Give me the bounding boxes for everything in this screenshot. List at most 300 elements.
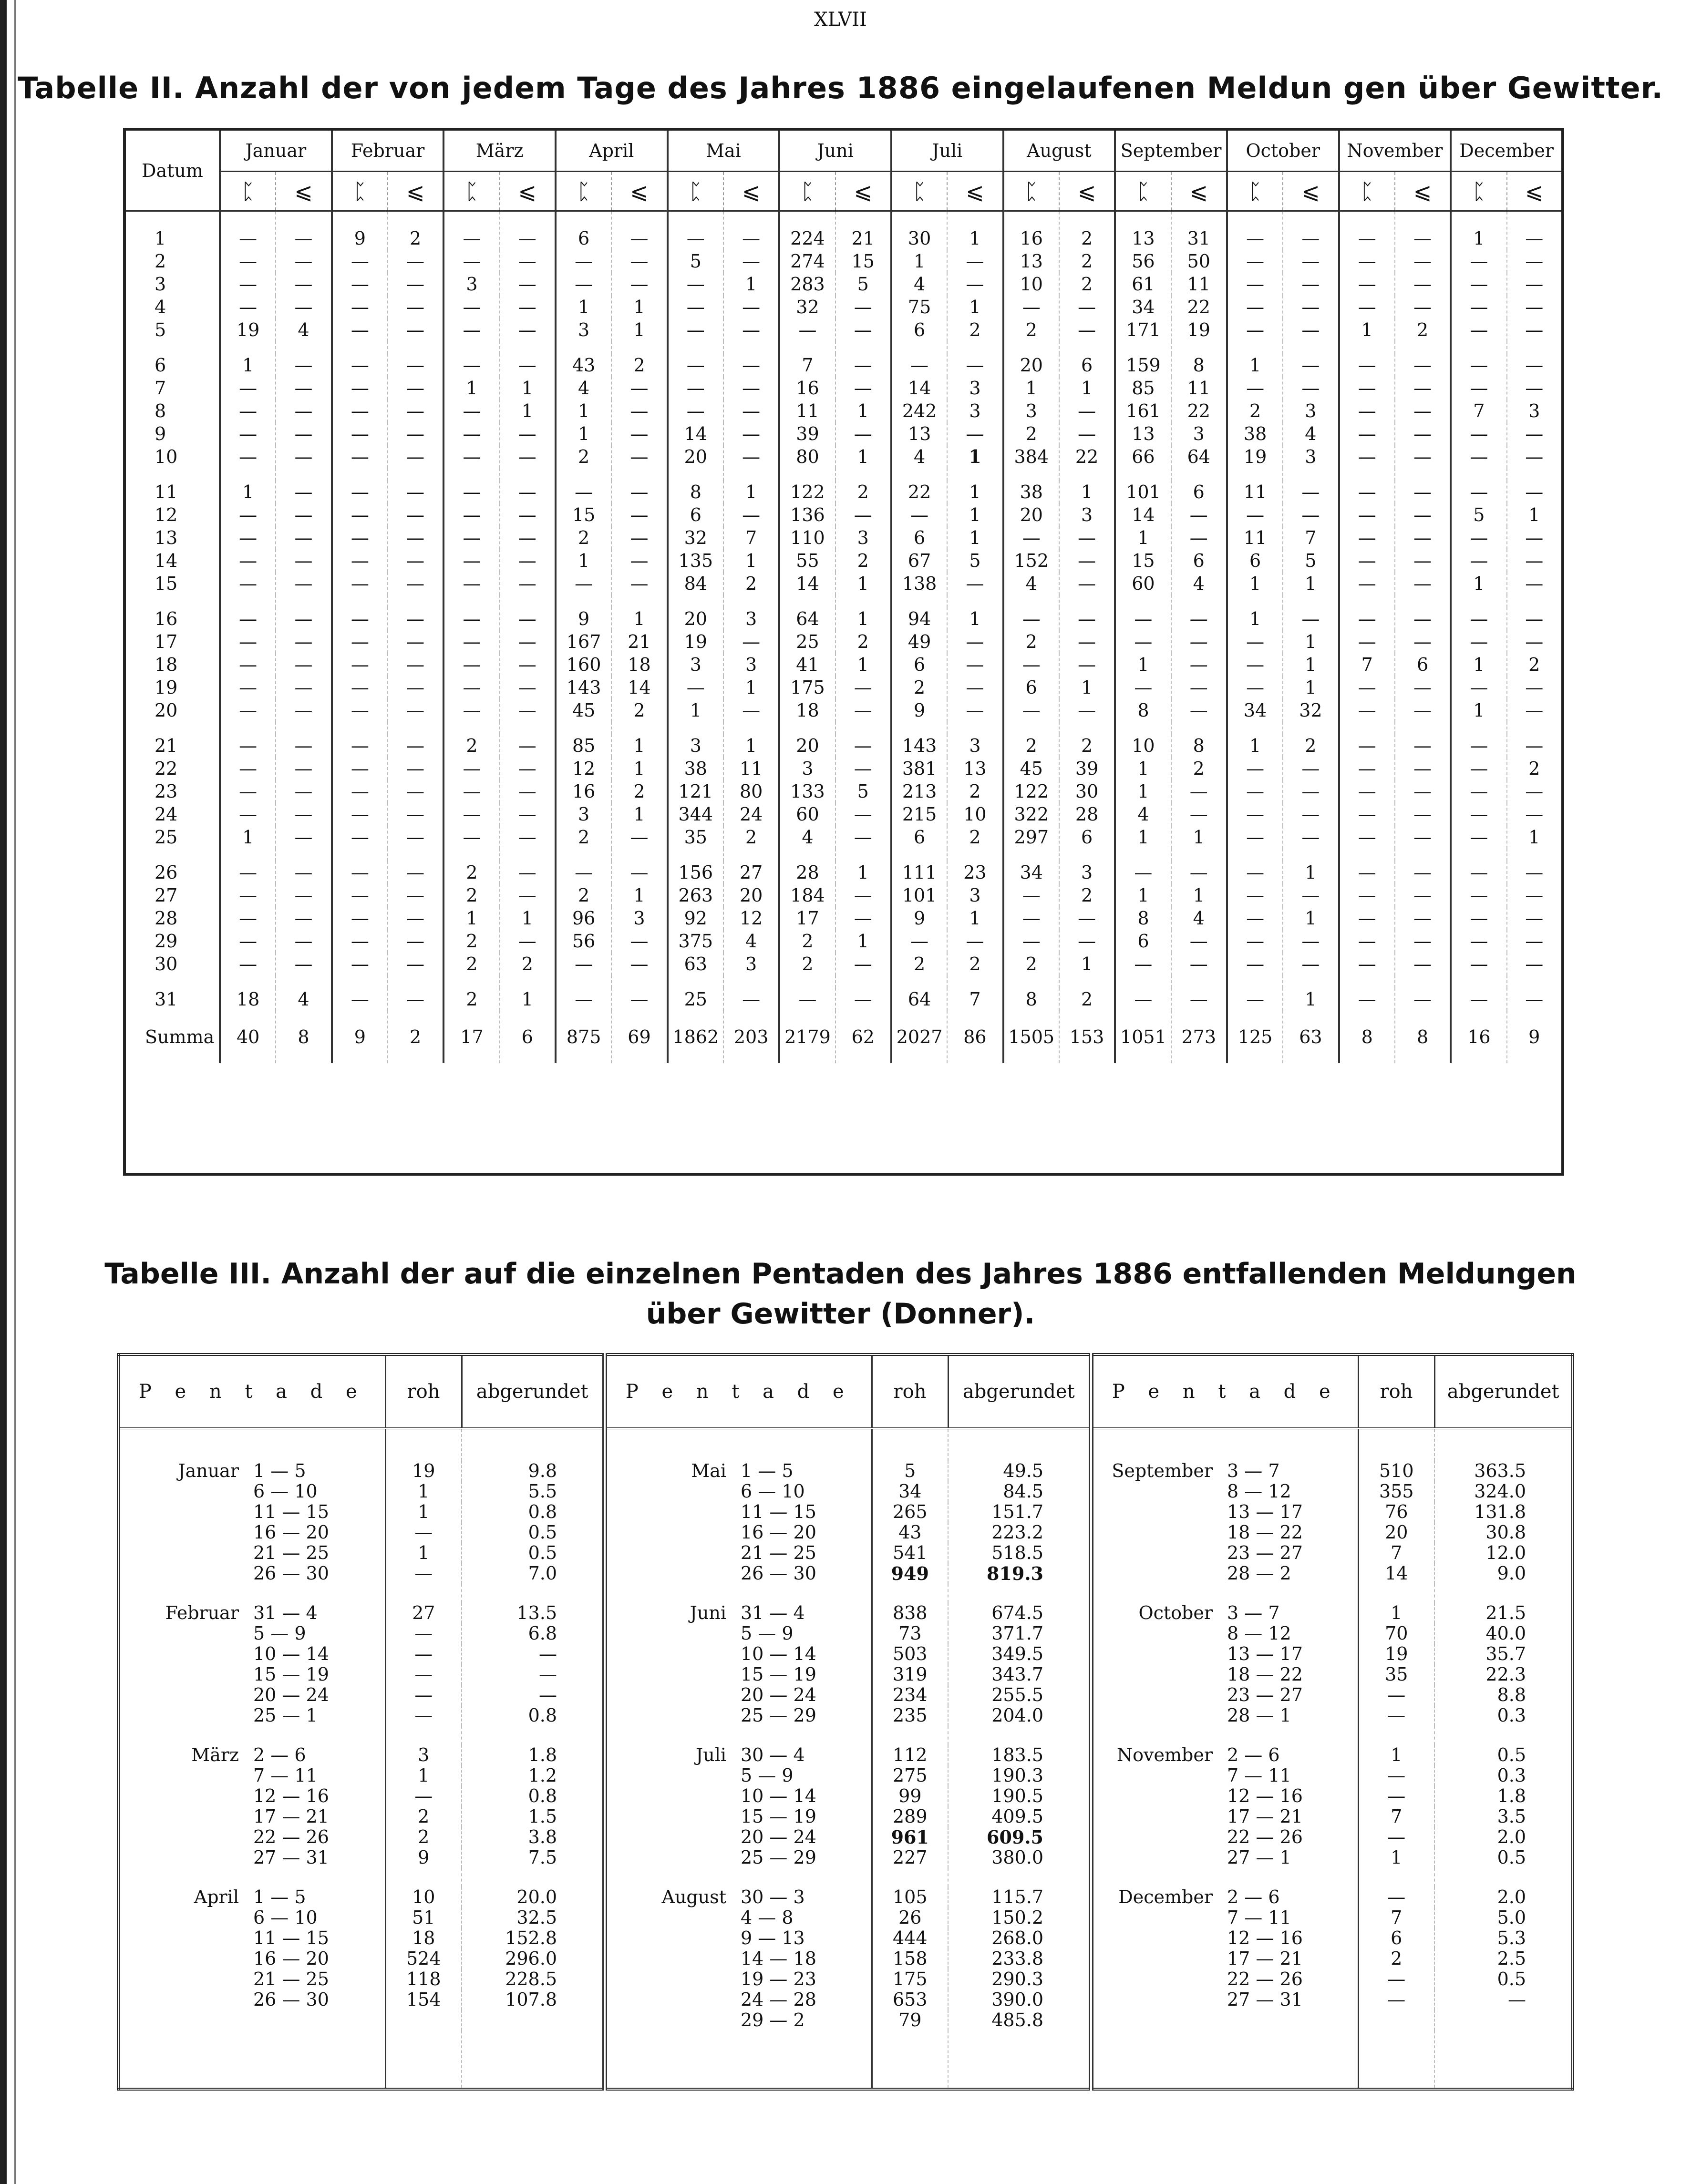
spacer-cell	[276, 849, 331, 861]
thunder-symbol-icon: ⩽	[835, 172, 891, 211]
count-cell: 5	[947, 549, 1003, 572]
count-cell: —	[1115, 676, 1171, 699]
spacer-cell	[1395, 975, 1451, 988]
pentade-cell	[118, 1786, 385, 1806]
count-cell: —	[500, 273, 556, 296]
day-cell: 25	[155, 827, 178, 848]
count-cell: —	[1283, 607, 1339, 630]
count-cell: 2	[500, 953, 556, 975]
day-cell: 22	[155, 758, 178, 779]
datum-header: Datum	[124, 129, 220, 211]
count-cell: 138	[891, 572, 947, 595]
count-cell: 6	[1059, 354, 1115, 377]
month-label: April	[194, 1887, 239, 1907]
lightning-symbol-icon: ᛈ	[891, 172, 947, 211]
count-cell: —	[1395, 377, 1451, 400]
count-cell: —	[1283, 211, 1339, 250]
roh-cell: 5	[872, 1461, 948, 1481]
spacer-cell	[1227, 975, 1283, 988]
count-cell: —	[1451, 377, 1506, 400]
count-cell: 1	[1171, 884, 1227, 907]
spacer-cell	[723, 1063, 779, 1174]
lightning-symbol-icon: ᛈ	[1003, 172, 1059, 211]
count-cell: 20	[668, 445, 723, 468]
abgerundet-cell: 3.5	[1434, 1806, 1573, 1827]
table-row	[118, 1705, 1573, 1726]
count-cell: —	[332, 445, 388, 468]
abgerundet-cell: 5.3	[1434, 1928, 1573, 1948]
count-cell: 3	[723, 953, 779, 975]
count-cell: —	[332, 572, 388, 595]
count-cell: —	[276, 503, 331, 526]
count-cell: 3	[723, 653, 779, 676]
count-cell: —	[500, 699, 556, 722]
count-cell: —	[1283, 318, 1339, 341]
roh-cell: 275	[872, 1765, 948, 1786]
roh-cell: 1	[385, 1765, 462, 1786]
month-label: Januar	[178, 1460, 239, 1481]
pentade-cell	[1091, 1887, 1358, 1907]
spacer-cell	[388, 1063, 443, 1174]
day-cell: 11	[155, 482, 178, 502]
abgerundet-cell: 223.2	[948, 1522, 1091, 1543]
count-cell: 1	[947, 503, 1003, 526]
roh-cell: 35	[1358, 1664, 1434, 1685]
pentade-range: 15 — 19	[741, 1806, 816, 1827]
count-cell: —	[1451, 953, 1506, 975]
count-cell: —	[1115, 953, 1171, 975]
count-cell: —	[1171, 861, 1227, 884]
count-cell: —	[1171, 503, 1227, 526]
count-cell: —	[1339, 377, 1395, 400]
count-cell: 133	[779, 780, 835, 803]
spacer-cell	[872, 2030, 948, 2089]
spacer-cell	[1507, 975, 1563, 988]
count-cell: 1	[835, 400, 891, 422]
count-cell: —	[1395, 907, 1451, 930]
count-cell: —	[1171, 780, 1227, 803]
count-cell: 2	[1003, 318, 1059, 341]
count-cell: 1	[1451, 211, 1506, 250]
roh-cell: —	[385, 1623, 462, 1644]
spacer-cell	[332, 849, 388, 861]
count-cell: —	[1451, 780, 1506, 803]
count-cell: 7	[1339, 653, 1395, 676]
count-cell: 19	[668, 630, 723, 653]
count-cell: —	[723, 988, 779, 1011]
count-cell: —	[1395, 445, 1451, 468]
count-cell: —	[276, 930, 331, 953]
pentade-range: 4 — 8	[741, 1907, 794, 1928]
count-cell: 1	[1507, 503, 1563, 526]
day-cell: 7	[155, 378, 166, 399]
pentade-range: 5 — 9	[741, 1623, 794, 1644]
spacer-cell	[605, 1726, 872, 1745]
count-cell: —	[891, 930, 947, 953]
count-cell: —	[1339, 422, 1395, 445]
count-cell: 15	[835, 250, 891, 273]
count-cell: —	[443, 757, 499, 780]
count-cell: —	[1227, 988, 1283, 1011]
count-cell: —	[1339, 803, 1395, 826]
spacer-row	[124, 468, 1563, 481]
count-cell: —	[1507, 930, 1563, 953]
count-cell: —	[1171, 653, 1227, 676]
count-cell: —	[668, 676, 723, 699]
roh-cell: 444	[872, 1928, 948, 1948]
spacer-cell	[611, 849, 667, 861]
spacer-row	[124, 341, 1563, 354]
day-cell: 12	[155, 504, 178, 525]
count-cell: —	[332, 503, 388, 526]
count-cell: —	[1451, 861, 1506, 884]
count-cell: 2	[443, 930, 499, 953]
pentade-cell	[118, 1928, 385, 1948]
count-cell: 2	[556, 445, 611, 468]
count-cell: —	[1227, 930, 1283, 953]
spacer-cell	[835, 975, 891, 988]
count-cell: 4	[779, 826, 835, 849]
spacer-cell	[1339, 1063, 1395, 1174]
spacer-cell	[220, 595, 276, 607]
month-header: April	[556, 129, 668, 172]
count-cell: 18	[611, 653, 667, 676]
count-cell: 6	[1003, 676, 1059, 699]
count-cell: 1	[947, 211, 1003, 250]
count-cell: 1	[556, 296, 611, 318]
spacer-cell	[891, 849, 947, 861]
count-cell: 1	[556, 400, 611, 422]
roh-cell: 105	[872, 1887, 948, 1907]
summa-cell: 86	[947, 1011, 1003, 1063]
count-cell: 2	[1059, 884, 1115, 907]
roh-cell: —	[1358, 1887, 1434, 1907]
count-cell: —	[276, 445, 331, 468]
spacer-cell	[1227, 1063, 1283, 1174]
abgerundet-cell	[462, 2010, 605, 2030]
count-cell: —	[332, 422, 388, 445]
day-cell: 18	[155, 654, 178, 675]
count-cell: 3	[1059, 503, 1115, 526]
count-cell: —	[668, 211, 723, 250]
count-cell: 60	[1115, 572, 1171, 595]
count-cell: —	[443, 780, 499, 803]
count-cell: 5	[1283, 549, 1339, 572]
count-cell: 28	[1059, 803, 1115, 826]
count-cell: 1	[1115, 757, 1171, 780]
spacer-cell	[220, 849, 276, 861]
spacer-cell	[779, 595, 835, 607]
spacer-cell	[1507, 722, 1563, 734]
count-cell: —	[388, 757, 443, 780]
table-row	[118, 1827, 1573, 1847]
spacer-cell	[835, 1063, 891, 1174]
roh-cell: 19	[1358, 1644, 1434, 1664]
table-row	[118, 1928, 1573, 1948]
spacer-cell	[118, 1584, 385, 1603]
pentade-header: P e n t a d e	[1091, 1354, 1358, 1428]
spacer-cell	[1059, 468, 1115, 481]
count-cell: —	[1507, 445, 1563, 468]
count-cell: 2	[947, 318, 1003, 341]
count-cell: 167	[556, 630, 611, 653]
count-cell: —	[1395, 953, 1451, 975]
abgerundet-cell: 150.2	[948, 1907, 1091, 1928]
count-cell: —	[1283, 273, 1339, 296]
abgerundet-cell: 0.3	[1434, 1705, 1573, 1726]
spacer-cell	[1283, 722, 1339, 734]
spacer-cell	[779, 468, 835, 481]
count-cell: —	[1227, 826, 1283, 849]
spacer-cell	[605, 1868, 872, 1887]
count-cell: 1	[1227, 607, 1283, 630]
count-cell: —	[443, 653, 499, 676]
count-cell: 6	[1227, 549, 1283, 572]
pentade-cell	[605, 1989, 872, 2010]
spacer-cell	[1091, 1428, 1358, 1461]
count-cell: —	[556, 572, 611, 595]
count-cell: —	[1339, 780, 1395, 803]
pentade-cell	[605, 1969, 872, 1989]
count-cell: —	[388, 907, 443, 930]
count-cell: —	[443, 630, 499, 653]
count-cell: —	[276, 607, 331, 630]
lightning-symbol-icon: ᛈ	[668, 172, 723, 211]
count-cell: —	[276, 250, 331, 273]
count-cell: —	[1339, 445, 1395, 468]
count-cell: —	[1171, 699, 1227, 722]
pentade-range: 10 — 14	[253, 1643, 329, 1664]
pentade-cell	[605, 1543, 872, 1563]
table-row	[118, 1644, 1573, 1664]
month-label: Juni	[690, 1602, 726, 1623]
day-cell: 5	[155, 319, 166, 340]
count-cell: —	[1507, 481, 1563, 503]
pentade-range: 11 — 15	[253, 1928, 329, 1948]
table-row	[124, 861, 1563, 884]
pentade-cell	[1091, 1644, 1358, 1664]
pentade-range: 6 — 10	[741, 1481, 805, 1502]
spacer-cell	[462, 1868, 605, 1887]
abgerundet-cell: 6.8	[462, 1623, 605, 1644]
month-label: October	[1138, 1602, 1213, 1623]
count-cell: —	[1395, 861, 1451, 884]
count-cell: —	[723, 630, 779, 653]
count-cell: 1	[220, 826, 276, 849]
count-cell: —	[668, 377, 723, 400]
pentade-range: 1 — 5	[741, 1460, 794, 1481]
day-cell: 6	[155, 355, 166, 376]
count-cell: —	[443, 526, 499, 549]
abgerundet-cell: 115.7	[948, 1887, 1091, 1907]
count-cell: 1	[1115, 653, 1171, 676]
count-cell: —	[220, 803, 276, 826]
count-cell: 4	[1171, 907, 1227, 930]
count-cell: 20	[779, 734, 835, 757]
count-cell: 6	[1395, 653, 1451, 676]
table-row	[118, 2010, 1573, 2030]
count-cell: 2	[1003, 953, 1059, 975]
spacer-cell	[276, 341, 331, 354]
spacer-cell	[1171, 1063, 1227, 1174]
thunder-symbol-icon: ⩽	[1395, 172, 1451, 211]
spacer-row	[118, 2030, 1573, 2089]
pentade-cell	[605, 2010, 872, 2030]
count-cell: —	[1395, 422, 1451, 445]
abgerundet-cell: 49.5	[948, 1461, 1091, 1481]
pentade-cell	[118, 1969, 385, 1989]
count-cell: —	[1339, 734, 1395, 757]
pentade-range: 25 — 1	[253, 1705, 318, 1726]
spacer-cell	[124, 468, 220, 481]
pentade-cell	[118, 1522, 385, 1543]
pentade-cell	[605, 1522, 872, 1543]
abgerundet-cell: 30.8	[1434, 1522, 1573, 1543]
count-cell: 2	[443, 861, 499, 884]
count-cell: 111	[891, 861, 947, 884]
count-cell: 4	[1283, 422, 1339, 445]
count-cell: 1	[556, 422, 611, 445]
month-label: August	[661, 1887, 726, 1907]
count-cell: —	[1395, 503, 1451, 526]
count-cell: —	[1395, 780, 1451, 803]
spacer-cell	[443, 341, 499, 354]
pentade-range: 2 — 6	[1227, 1887, 1280, 1907]
summa-label: Summa	[145, 1026, 215, 1047]
count-cell: —	[276, 734, 331, 757]
count-cell: 30	[1059, 780, 1115, 803]
count-cell: 1	[611, 607, 667, 630]
count-cell: —	[1395, 572, 1451, 595]
count-cell: —	[668, 296, 723, 318]
count-cell: —	[500, 572, 556, 595]
spacer-cell	[1358, 1868, 1434, 1887]
count-cell: —	[388, 572, 443, 595]
count-cell: —	[611, 377, 667, 400]
pentade-cell	[118, 1543, 385, 1563]
table3-title-line2: über Gewitter (Donner).	[646, 1297, 1035, 1331]
spacer-cell	[220, 722, 276, 734]
count-cell: —	[1283, 757, 1339, 780]
spacer-cell	[891, 468, 947, 481]
spacer-cell	[947, 595, 1003, 607]
count-cell: —	[388, 826, 443, 849]
count-cell: —	[388, 861, 443, 884]
count-cell: 19	[220, 318, 276, 341]
count-cell: —	[220, 907, 276, 930]
spacer-cell	[385, 1584, 462, 1603]
pentade-range: 11 — 15	[253, 1501, 329, 1522]
spacer-cell	[443, 849, 499, 861]
spacer-cell	[668, 595, 723, 607]
count-cell: —	[276, 780, 331, 803]
count-cell: 5	[835, 780, 891, 803]
summa-cell: 16	[1451, 1011, 1506, 1063]
count-cell: —	[1283, 481, 1339, 503]
count-cell: —	[1395, 296, 1451, 318]
spacer-cell	[1339, 849, 1395, 861]
count-cell: 38	[668, 757, 723, 780]
count-cell: —	[1283, 503, 1339, 526]
abgerundet-header: abgerundet	[462, 1354, 605, 1428]
pentade-cell	[118, 1745, 385, 1765]
count-cell: —	[835, 699, 891, 722]
spacer-cell	[872, 1584, 948, 1603]
count-cell: —	[1339, 676, 1395, 699]
abgerundet-cell: 371.7	[948, 1623, 1091, 1644]
count-cell: —	[723, 354, 779, 377]
count-cell: 4	[723, 930, 779, 953]
thunder-symbol-icon: ⩽	[1283, 172, 1339, 211]
spacer-cell	[124, 341, 220, 354]
table-row	[124, 953, 1563, 975]
count-cell: 32	[668, 526, 723, 549]
roh-cell: —	[385, 1705, 462, 1726]
count-cell: —	[388, 884, 443, 907]
spacer-cell	[1115, 341, 1171, 354]
count-cell: —	[1451, 630, 1506, 653]
count-cell: —	[332, 676, 388, 699]
roh-cell: 14	[1358, 1563, 1434, 1584]
abgerundet-cell: 190.5	[948, 1786, 1091, 1806]
abgerundet-cell: 9.0	[1434, 1563, 1573, 1584]
count-cell: —	[1507, 988, 1563, 1011]
lightning-symbol-icon: ᛈ	[443, 172, 499, 211]
pentade-cell	[605, 1806, 872, 1827]
roh-cell: 838	[872, 1603, 948, 1623]
spacer-cell	[1395, 722, 1451, 734]
summa-cell: 1051	[1115, 1011, 1171, 1063]
pentade-range: 26 — 30	[741, 1563, 816, 1584]
count-cell: 38	[1003, 481, 1059, 503]
count-cell: 12	[556, 757, 611, 780]
count-cell: 2	[835, 549, 891, 572]
spacer-cell	[948, 1868, 1091, 1887]
count-cell: —	[443, 211, 499, 250]
count-cell: —	[668, 273, 723, 296]
count-cell: 2	[1059, 273, 1115, 296]
spacer-cell	[332, 341, 388, 354]
count-cell: —	[1227, 211, 1283, 250]
count-cell: 35	[668, 826, 723, 849]
count-cell: —	[332, 988, 388, 1011]
pentade-range: 10 — 14	[741, 1785, 816, 1806]
pentade-cell	[1091, 1603, 1358, 1623]
count-cell: 2	[443, 953, 499, 975]
count-cell: —	[723, 503, 779, 526]
pentade-range: 12 — 16	[253, 1785, 329, 1806]
lightning-symbol-icon: ᛈ	[1451, 172, 1506, 211]
pentade-cell	[118, 1664, 385, 1685]
count-cell: —	[1339, 296, 1395, 318]
count-cell: 24	[723, 803, 779, 826]
count-cell: —	[947, 653, 1003, 676]
count-cell: —	[835, 884, 891, 907]
spacer-cell	[1283, 849, 1339, 861]
abgerundet-cell: 296.0	[462, 1948, 605, 1969]
count-cell: —	[332, 354, 388, 377]
pentade-range: 17 — 21	[1227, 1948, 1303, 1969]
count-cell: —	[1059, 549, 1115, 572]
count-cell: —	[1507, 273, 1563, 296]
pentade-range: 25 — 29	[741, 1705, 816, 1726]
spacer-cell	[723, 468, 779, 481]
month-header: März	[443, 129, 556, 172]
count-cell: 1	[723, 734, 779, 757]
count-cell: 25	[779, 630, 835, 653]
count-cell: 18	[779, 699, 835, 722]
month-label: December	[1118, 1887, 1213, 1907]
